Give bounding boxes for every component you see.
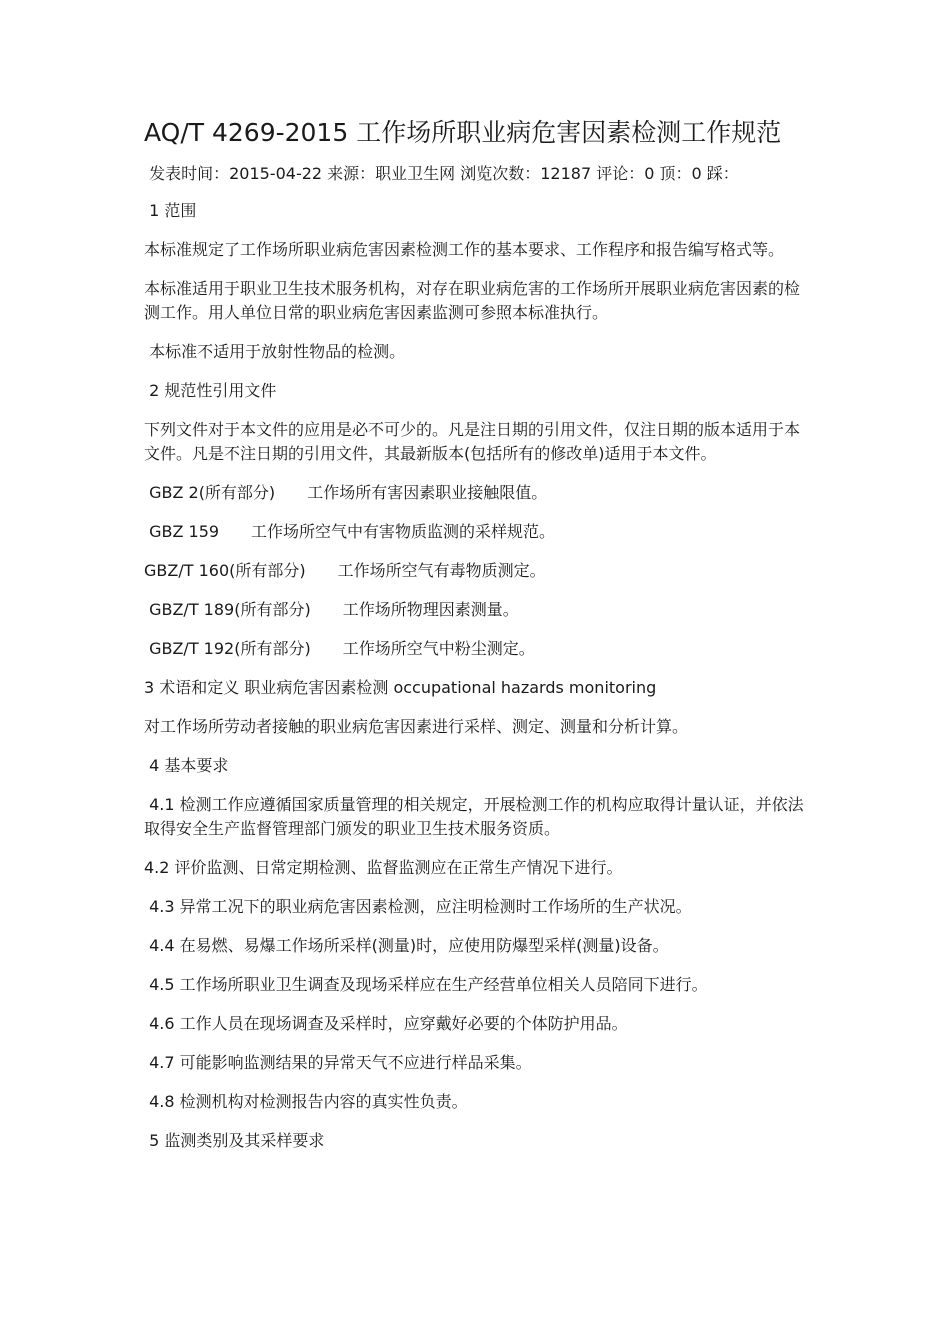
reference-description: 工作场所空气中粉尘测定。: [342, 639, 535, 658]
section-4-item: 4.7 可能影响监测结果的异常天气不应进行样品采集。: [144, 1053, 532, 1072]
section-5-heading: 5 监测类别及其采样要求: [144, 1131, 325, 1150]
section-3-paragraph-1: 对工作场所劳动者接触的职业病危害因素进行采样、测定、测量和分析计算。: [144, 717, 689, 736]
section-2-heading: 2 规范性引用文件: [144, 381, 277, 400]
reference-code: GBZ/T 192(所有部分): [144, 639, 311, 658]
reference-item: [144, 520, 814, 544]
reference-description: 工作场所空气有毒物质测定。: [337, 561, 546, 580]
document-title: AQ/T 4269-2015 工作场所职业病危害因素检测工作规范: [144, 118, 782, 147]
reference-code: GBZ 2(所有部分): [144, 483, 276, 502]
reference-description: 工作场所物理因素测量。: [342, 600, 519, 619]
reference-code: GBZ 159: [144, 522, 220, 541]
article-meta: 发表时间：2015-04-22 来源：职业卫生网 浏览次数：12187 评论：0 顶：0 踩：: [144, 164, 739, 183]
section-2-paragraph-1: 下列文件对于本文件的应用是必不可少的。凡是注日期的引用文件，仅注日期的版本适用于本文件。凡是不注日期的引用文件，其最新版本(包括所有的修改单)适用于本文件。: [144, 420, 801, 463]
section-4-item: 4.4 在易燃、易爆工作场所采样(测量)时，应使用防爆型采样(测量)设备。: [144, 936, 669, 955]
reference-description: 工作场所空气中有害物质监测的采样规范。: [251, 522, 556, 541]
section-4-item: 4.8 检测机构对检测报告内容的真实性负责。: [144, 1092, 468, 1111]
document-page: [144, 116, 814, 1168]
reference-code: GBZ/T 160(所有部分): [144, 561, 306, 580]
reference-item: [144, 637, 814, 661]
section-4-item: 4.2 评价监测、日常定期检测、监督监测应在正常生产情况下进行。: [144, 858, 623, 877]
reference-description: 工作场所有害因素职业接触限值。: [307, 483, 548, 502]
section-3-heading: 3 术语和定义 职业病危害因素检测 occupational hazards monitoring: [144, 678, 657, 697]
section-4-item: 4.1 检测工作应遵循国家质量管理的相关规定，开展检测工作的机构应取得计量认证，并依法取得安全生产监督管理部门颁发的职业卫生技术服务资质。: [144, 795, 804, 838]
reference-code: GBZ/T 189(所有部分): [144, 600, 311, 619]
section-4-heading: 4 基本要求: [144, 756, 229, 775]
section-1-heading: 1 范围: [144, 201, 197, 220]
reference-item: [144, 481, 814, 505]
section-4-item: 4.5 工作场所职业卫生调查及现场采样应在生产经营单位相关人员陪同下进行。: [144, 975, 708, 994]
section-4-item: 4.6 工作人员在现场调查及采样时，应穿戴好必要的个体防护用品。: [144, 1014, 628, 1033]
section-1-paragraph-3: 本标准不适用于放射性物品的检测。: [144, 342, 406, 361]
section-1-paragraph-1: 本标准规定了工作场所职业病危害因素检测工作的基本要求、工作程序和报告编写格式等。: [144, 240, 785, 259]
reference-item: [144, 598, 814, 622]
section-4-item: 4.3 异常工况下的职业病危害因素检测，应注明检测时工作场所的生产状况。: [144, 897, 692, 916]
reference-item: [144, 559, 814, 583]
section-1-paragraph-2: 本标准适用于职业卫生技术服务机构，对存在职业病危害的工作场所开展职业病危害因素的检测工作。用人单位日常的职业病危害因素监测可参照本标准执行。: [144, 279, 801, 322]
